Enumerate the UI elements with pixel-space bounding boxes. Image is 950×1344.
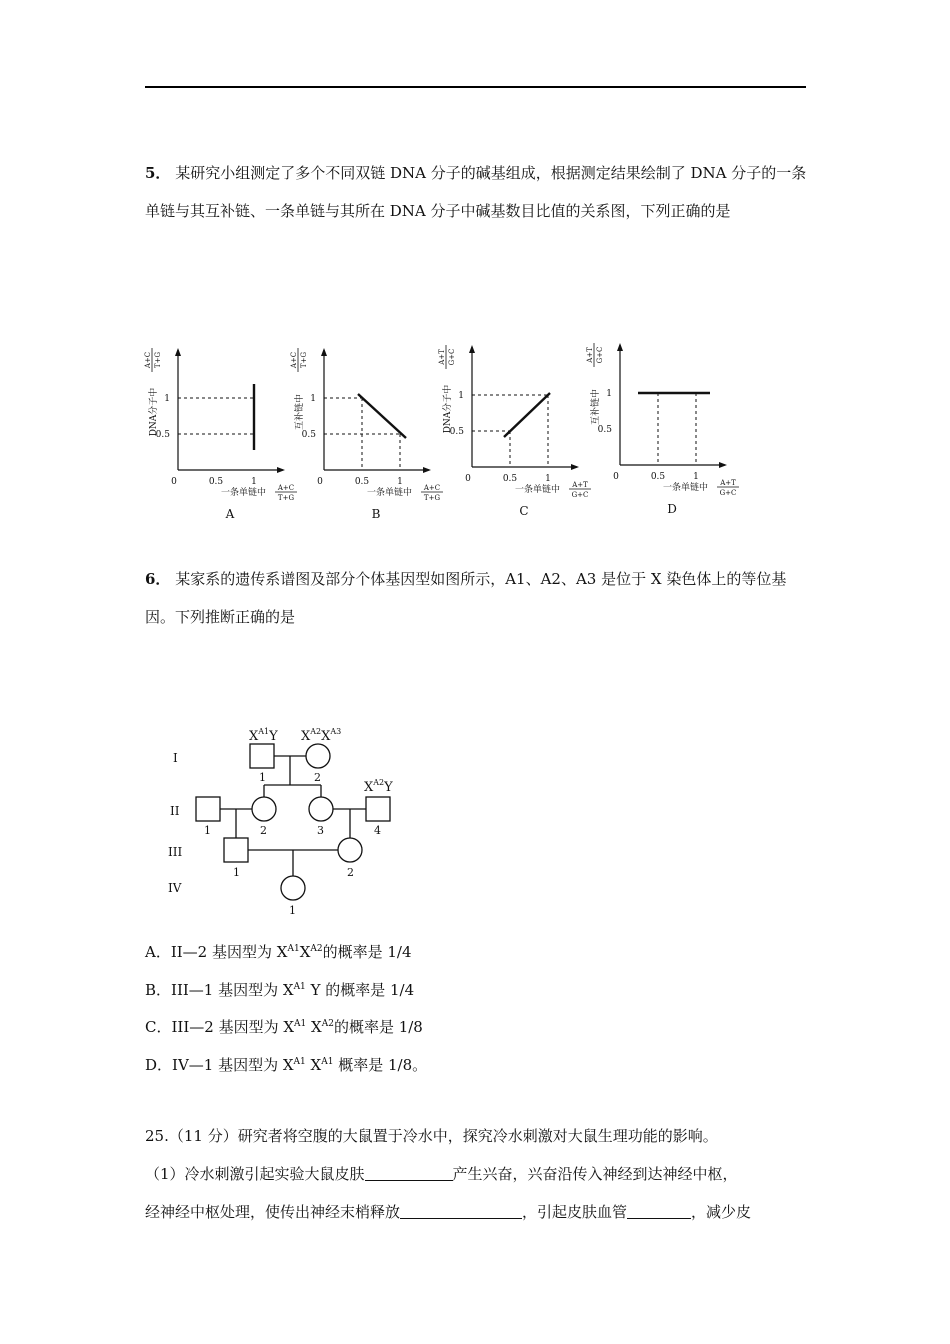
graph-c-yfrac-den: G+C xyxy=(448,348,456,366)
graph-c-xfrac-den: G+C xyxy=(571,491,589,499)
graph-d-xfrac-den: G+C xyxy=(719,489,737,497)
graph-d-tick-0: 0 xyxy=(613,472,619,482)
graph-b-xlabel: 一条单链中 xyxy=(366,488,412,498)
genotype-I2-sup2: A3 xyxy=(330,727,342,736)
graph-b-tick-y-05: 0.5 xyxy=(301,430,316,440)
genotype-I1-x: X xyxy=(249,729,259,744)
graph-d-tick-y-05: 0.5 xyxy=(597,425,612,435)
graph-a-label: A xyxy=(225,507,235,521)
graph-d-tick-y-1: 1 xyxy=(606,389,612,399)
pedigree-III2-female xyxy=(338,838,362,862)
graph-c-tick-y-1: 1 xyxy=(458,391,464,401)
genotype-II4-tail: Y xyxy=(384,780,393,795)
graph-b-yfrac-num: A+C xyxy=(290,351,298,369)
option-b[interactable]: B．III—1 基因型为 $X^{A1}$ Y 的概率是 1/4 xyxy=(145,981,415,999)
generation-label-III: III xyxy=(168,845,183,859)
graph-c-ylabel: DNA分子中 xyxy=(443,384,453,434)
question-25 xyxy=(145,1117,810,1231)
graph-b-label: B xyxy=(371,507,381,521)
pedigree-I1-male xyxy=(250,744,274,768)
num-IV1: 1 xyxy=(289,904,296,917)
num-II3: 3 xyxy=(317,824,324,837)
blank-1[interactable] xyxy=(365,1164,453,1181)
graph-c-yfrac-num: A+T xyxy=(438,349,446,365)
pedigree-II2-female xyxy=(252,797,276,821)
option-a[interactable]: A．II—2 基因型为 $X^{A1}X^{A2}$的概率是 1/4 xyxy=(145,943,412,961)
graph-d-xfrac-num: A+T xyxy=(720,479,736,487)
num-I1: 1 xyxy=(259,771,266,784)
graph-c-tick-x-1: 1 xyxy=(545,474,551,484)
num-III2: 2 xyxy=(347,866,354,879)
graph-a-yfrac-den: T+G xyxy=(154,351,162,369)
graph-d-ylabel: 互补链中 xyxy=(591,388,601,426)
num-II2: 2 xyxy=(260,824,267,837)
genotype-II4-x: X xyxy=(364,780,374,795)
blank-3[interactable] xyxy=(627,1202,691,1219)
generation-label-IV: IV xyxy=(168,881,182,895)
genotype-I2-sup: A2 xyxy=(310,727,322,736)
graph-b-yfrac-den: T+G xyxy=(300,351,308,369)
genotype-I2-x: X xyxy=(301,729,311,744)
graph-c-tick-y-05: 0.5 xyxy=(449,427,464,437)
graph-d-tick-x-05: 0.5 xyxy=(650,472,666,482)
graph-b-tick-0: 0 xyxy=(317,477,323,487)
pedigree-IV1-female xyxy=(281,876,305,900)
graph-a-xfrac-den: T+G xyxy=(277,494,295,502)
generation-label-I: I xyxy=(173,751,178,765)
graph-d-yfrac-den: G+C xyxy=(596,346,604,364)
graph-d-label: D xyxy=(667,502,677,516)
pedigree-II1-male xyxy=(196,797,220,821)
graph-b-tick-y-1: 1 xyxy=(310,394,316,404)
svg-text:XA2XA3 xyxy=(301,727,341,744)
svg-text:XA1Y xyxy=(249,727,278,744)
q25-line-3: 经神经中枢处理，使传出神经末梢释放 ，引起皮肤血管 ，减少皮 xyxy=(145,1203,752,1221)
graph-b-tick-x-1: 1 xyxy=(397,477,403,487)
graph-a-xfrac-num: A+C xyxy=(277,484,295,492)
num-I2: 2 xyxy=(314,771,321,784)
q25-line-1: 25.（11 分）研究者将空腹的大鼠置于冷水中，探究冷水刺激对大鼠生理功能的影响。 xyxy=(145,1127,718,1145)
graph-a-yfrac-num: A+C xyxy=(144,351,152,369)
svg-text:XA2Y xyxy=(364,778,393,795)
q25-line-2: （1）冷水刺激引起实验大鼠皮肤 产生兴奋，兴奋沿传入神经到达神经中枢， xyxy=(145,1165,738,1183)
graph-a-tick-0: 0 xyxy=(171,477,177,487)
graph-a-xlabel: 一条单链中 xyxy=(220,488,266,498)
graph-b-xfrac-num: A+C xyxy=(423,484,441,492)
num-III1: 1 xyxy=(233,866,240,879)
graph-c-tick-0: 0 xyxy=(465,474,471,484)
graph-b-tick-x-05: 0.5 xyxy=(354,477,370,487)
graph-d-tick-x-1: 1 xyxy=(693,472,699,482)
question-6-text: 某家系的遗传系谱图及部分个体基因型如图所示，A1、A2、A3 是位于 X 染色体上的等位基因。下列推断正确的是 xyxy=(145,570,787,626)
option-d[interactable]: D．IV—1 基因型为 $X^{A1}$ $X^{A1}$ 概率是 1/8。 xyxy=(145,1056,428,1074)
graph-c-tick-x-05: 0.5 xyxy=(502,474,518,484)
graph-c-xlabel: 一条单链中 xyxy=(514,485,560,495)
graph-a-ylabel: DNA分子中 xyxy=(149,387,159,437)
graph-c-label: C xyxy=(519,504,529,518)
genotype-I2-x2: X xyxy=(321,729,331,744)
graph-d-xlabel: 一条单链中 xyxy=(662,483,708,493)
graph-c-xfrac-num: A+T xyxy=(572,481,588,489)
graph-a-tick-y-1: 1 xyxy=(164,394,170,404)
num-II4: 4 xyxy=(374,824,381,837)
graph-a-tick-x-1: 1 xyxy=(251,477,257,487)
generation-label-II: II xyxy=(170,804,180,818)
genotype-I1-sup: A1 xyxy=(258,727,270,736)
num-II1: 1 xyxy=(204,824,211,837)
graph-b-xfrac-den: T+G xyxy=(423,494,441,502)
pedigree-II4-male xyxy=(366,797,390,821)
graph-a-tick-x-05: 0.5 xyxy=(208,477,224,487)
question-6-number: 6． xyxy=(145,570,171,588)
graph-b-ylabel: 互补链中 xyxy=(295,393,305,431)
question-5-number: 5． xyxy=(145,164,171,182)
genotype-II4-sup: A2 xyxy=(373,778,385,787)
pedigree-I2-female xyxy=(306,744,330,768)
graph-d-yfrac-num: A+T xyxy=(586,347,594,363)
pedigree-II3-female xyxy=(309,797,333,821)
genotype-I1-tail: Y xyxy=(269,729,278,744)
blank-2[interactable] xyxy=(400,1202,522,1219)
pedigree-III1-male xyxy=(224,838,248,862)
option-c[interactable]: C．III—2 基因型为 $X^{A1}$ $X^{A2}$的概率是 1/8 xyxy=(145,1018,423,1036)
question-5-text: 某研究小组测定了多个不同双链 DNA 分子的碱基组成，根据测定结果绘制了 DNA 分子的一条单链与其互补链、一条单链与其所在 DNA 分子中碱基数目比值的关系图，下列正确的是 xyxy=(145,164,807,220)
graph-a-tick-y-05: 0.5 xyxy=(155,430,170,440)
